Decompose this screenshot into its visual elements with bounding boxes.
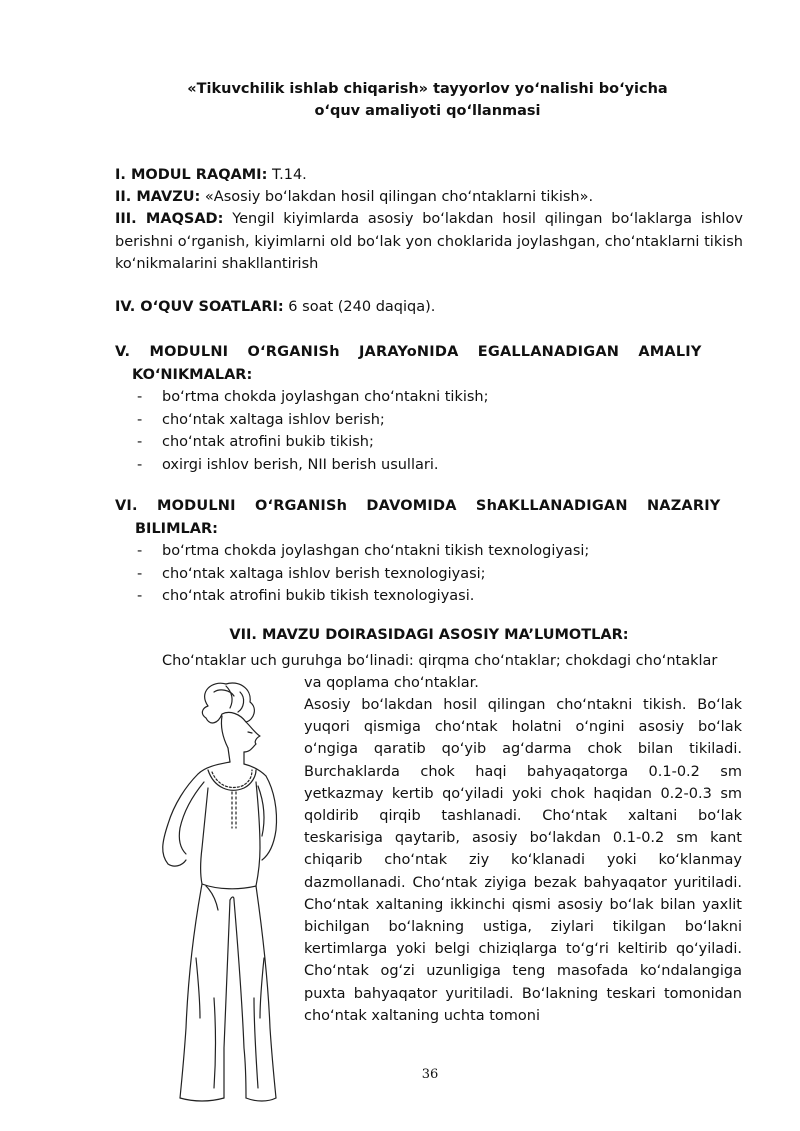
knowledge-list [115, 540, 743, 608]
list-item: - cho‘ntak atrofini bukib tikish texnologiyasi. [115, 585, 743, 608]
section-theoretical-knowledge [115, 495, 743, 608]
title-line-2: o‘quv amaliyoti qo‘llanmasi [314, 103, 541, 119]
list-item: - cho‘ntak atrofini bukib tikish; [115, 431, 743, 454]
page-number: 36 [421, 1067, 439, 1082]
section-label: I. MODUL RAQAMI: [115, 167, 268, 183]
list-item: - cho‘ntak xaltaga ishlov berish texnologiyasi; [115, 563, 743, 586]
section-label: IV. O‘QUV SOATLARI: [115, 299, 284, 315]
section-label: III. MAQSAD: [115, 211, 224, 227]
list-item: - bo‘rtma chokda joylashgan cho‘ntakni tikish; [115, 386, 743, 409]
jumpsuit-sketch-illustration [134, 678, 300, 1110]
section-heading-continued: BILIMLAR: [135, 520, 218, 537]
section-label: II. MAVZU: [115, 189, 201, 205]
section-value: Yengil kiyimlarda asosiy bo‘lakdan hosil qilingan bo‘laklarga ishlov berishni o‘rganish, kiyimlarni old bo‘lak yon choklarida joylashgan, cho‘ntaklarni tikish ko‘nikmalarini shakllantirish [115, 211, 743, 272]
section-value: «Asosiy bo‘lakdan hosil qilingan cho‘ntaklarni tikish». [200, 189, 594, 205]
section-heading: V. MODULNI O‘RGANISh JARAYoNIDA EGALLANADIGAN AMALIY [115, 344, 702, 360]
section-heading: VI. MODULNI O‘RGANISh DAVOMIDA ShAKLLANADIGAN NAZARIY [115, 498, 721, 514]
section-practical-skills [115, 341, 743, 476]
section-value: 6 soat (240 daqiqa). [283, 299, 436, 315]
list-item: - cho‘ntak xaltaga ishlov berish; [115, 409, 743, 432]
section-main-info-heading: VII. MAVZU DOIRASIDAGI ASOSIY MA’LUMOTLAR: [229, 627, 629, 643]
section-topic [115, 186, 743, 209]
page-title [110, 78, 745, 122]
list-item: - bo‘rtma chokda joylashgan cho‘ntakni tikish texnologiyasi; [115, 540, 743, 563]
section-heading-continued: KO‘NIKMALAR: [132, 366, 253, 383]
list-item: - oxirgi ishlov berish, NII berish usullari. [115, 454, 743, 477]
section-intro-line: Cho‘ntaklar uch guruhga bo‘linadi: qirqma cho‘ntaklar; chokdagi cho‘ntaklar [162, 653, 718, 669]
section-intro-line-2: va qoplama cho‘ntaklar. [304, 675, 479, 691]
section-module-number [115, 164, 743, 187]
section-value: T.14. [267, 167, 307, 183]
section-study-hours [115, 296, 743, 319]
main-body-paragraph: Asosiy bo‘lakdan hosil qilingan cho‘ntakni tikish. Bo‘lak yuqori qismiga cho‘ntak holatni o‘ngini asosiy bo‘lak o‘ngiga qaratib qo‘yib ag‘darma chok bilan tikiladi. Burchaklarda chok haqi bahyaqatorga 0.1-0.2 sm yetkazmay kertib qo‘yiladi yoki chok haqidan 0.2-0.3 sm qoldirib qirqib tashlanadi. Cho‘ntak xaltani bo‘lak teskarisiga qaytarib, asosiy bo‘lakdan 0.1-0.2 sm kant chiqarib cho‘ntak ziy ko‘klanadi yoki ko‘klanmay dazmollanadi. Cho‘ntak ziyiga bezak bahyaqator yuritiladi. Cho‘ntak xaltaning ikkinchi qismi asosiy bo‘lak bilan yaxlit bichilgan bo‘lakning ustiga, ziylari tikilgan bo‘lakni kertimlarga yoki belgi chiziqlarga to‘g‘ri keltirib qo‘yiladi. Cho‘ntak og‘zi uzunligiga teng masofada ko‘ndalangiga puxta bahyaqator yuritiladi. Bo‘lakning teskari tomonidan cho‘ntak xaltaning uchta tomoni [304, 697, 742, 1024]
title-line-1: «Tikuvchilik ishlab chiqarish» tayyorlov yo‘nalishi bo‘yicha [187, 81, 668, 97]
skills-list [115, 386, 743, 476]
section-goal [115, 208, 743, 276]
